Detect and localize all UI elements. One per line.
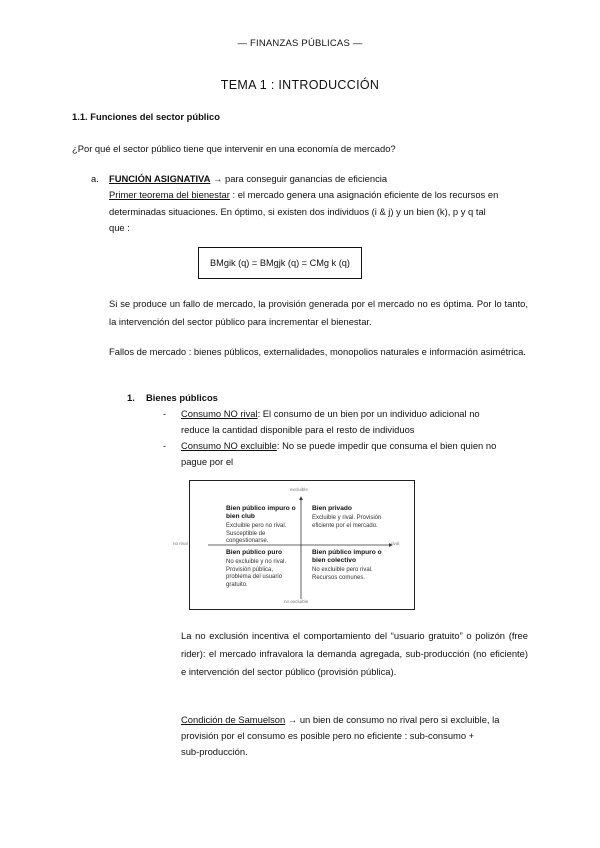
bullet-dash-2: -	[163, 440, 167, 451]
bullet2-rest: : No se puede impedir que consuma el bien quien no	[276, 440, 497, 451]
theorem-line-3: que :	[109, 222, 130, 233]
bullet-2-line-2: pague por el	[181, 456, 234, 467]
bienes-number: 1.	[127, 392, 135, 403]
theorem-label: Primer teorema del bienestar	[109, 189, 230, 200]
quadrant-bien-colectivo-desc: No excluible pero rival. Recursos comunes.	[312, 567, 373, 581]
fallo-paragraph: Si se produce un fallo de mercado, la provisión generada por el mercado no es óptima. Por lo tanto, la intervención del sector público para incrementar el bienestar.	[109, 298, 528, 327]
samuelson-line1-rest: → un bien de consumo no rival pero si excluible, la	[285, 714, 500, 725]
quadrant-bien-colectivo-title: Bien público impuro o bien colectivo	[312, 549, 382, 564]
samuelson-line-2: provisión por el consumo es posible pero no eficiente : sub-consumo +	[181, 730, 475, 741]
bienes-heading: Bienes públicos	[146, 392, 218, 403]
formula-box	[198, 247, 362, 279]
quadrant-bien-club-title: Bien público impuro o bien club	[226, 505, 296, 520]
diagram-axes	[190, 481, 414, 609]
page-title: TEMA 1 : INTRODUCCIÓN	[220, 78, 380, 92]
exclusion-paragraph: La no exclusión incentiva el comportamiento del “usuario gratuito” o polizón (free rider): el mercado infravalora la demanda agregada, sub-producción (no eficiente) e intervención del sector público (provisión pública).	[181, 630, 528, 677]
funcion-asignativa-rest: → para conseguir ganancias de eficiencia	[210, 173, 388, 184]
theorem-line1-rest: : el mercado genera una asignación eficiente de los recursos en	[229, 189, 499, 200]
goods-classification-diagram	[173, 480, 415, 610]
quadrant-bien-puro-title: Bien público puro	[226, 549, 283, 556]
fallos-paragraph: Fallos de mercado : bienes públicos, externalidades, monopolios naturales e información asimétrica.	[109, 346, 526, 357]
axis-label-no-rival: no rival	[173, 541, 188, 546]
question-text: ¿Por qué el sector público tiene que intervenir en una economía de mercado?	[72, 143, 396, 154]
consumo-no-excluible-label: Consumo NO excluible	[181, 440, 277, 451]
samuelson-label: Condición de Samuelson	[181, 714, 286, 725]
section-heading: 1.1. Funciones del sector público	[72, 111, 220, 122]
quadrant-bien-club-desc: Excluible pero no rival. Susceptible de congestionarse.	[226, 523, 287, 544]
quadrant-bien-privado-title: Bien privado	[312, 505, 352, 512]
bullet-dash-1: -	[163, 408, 167, 419]
running-header: — FINANZAS PÚBLICAS —	[237, 38, 363, 49]
theorem-line-1	[109, 186, 498, 204]
item-a-marker: a.	[91, 173, 99, 184]
bullet-1-line-2: reduce la cantidad disponible para el resto de individuos	[181, 424, 415, 435]
bullet1-rest: : El consumo de un bien por un individuo adicional no	[257, 408, 480, 419]
samuelson-line-3: sub-producción.	[181, 746, 248, 757]
axis-label-no-excluible: no excluible	[284, 599, 309, 604]
axis-label-excluible: excluible	[290, 487, 308, 492]
axis-label-rival: rival	[391, 541, 400, 546]
formula-text: BMgik (q) = BMgjk (q) = CMg k (q)	[210, 258, 350, 268]
consumo-no-rival-label: Consumo NO rival	[181, 408, 258, 419]
quadrant-bien-privado-desc: Excluible y rival. Provisión eficiente por el mercado.	[312, 515, 382, 529]
theorem-line-2: determinadas situaciones. En óptimo, si existen dos individuos (i & j) y un bien (k), p y q tal	[109, 206, 486, 217]
quadrant-bien-puro-desc: No excluible y no rival. Provisión pública, problema del usuario gratuito.	[226, 559, 287, 588]
funcion-asignativa-heading: FUNCIÓN ASIGNATIVA	[109, 173, 211, 184]
